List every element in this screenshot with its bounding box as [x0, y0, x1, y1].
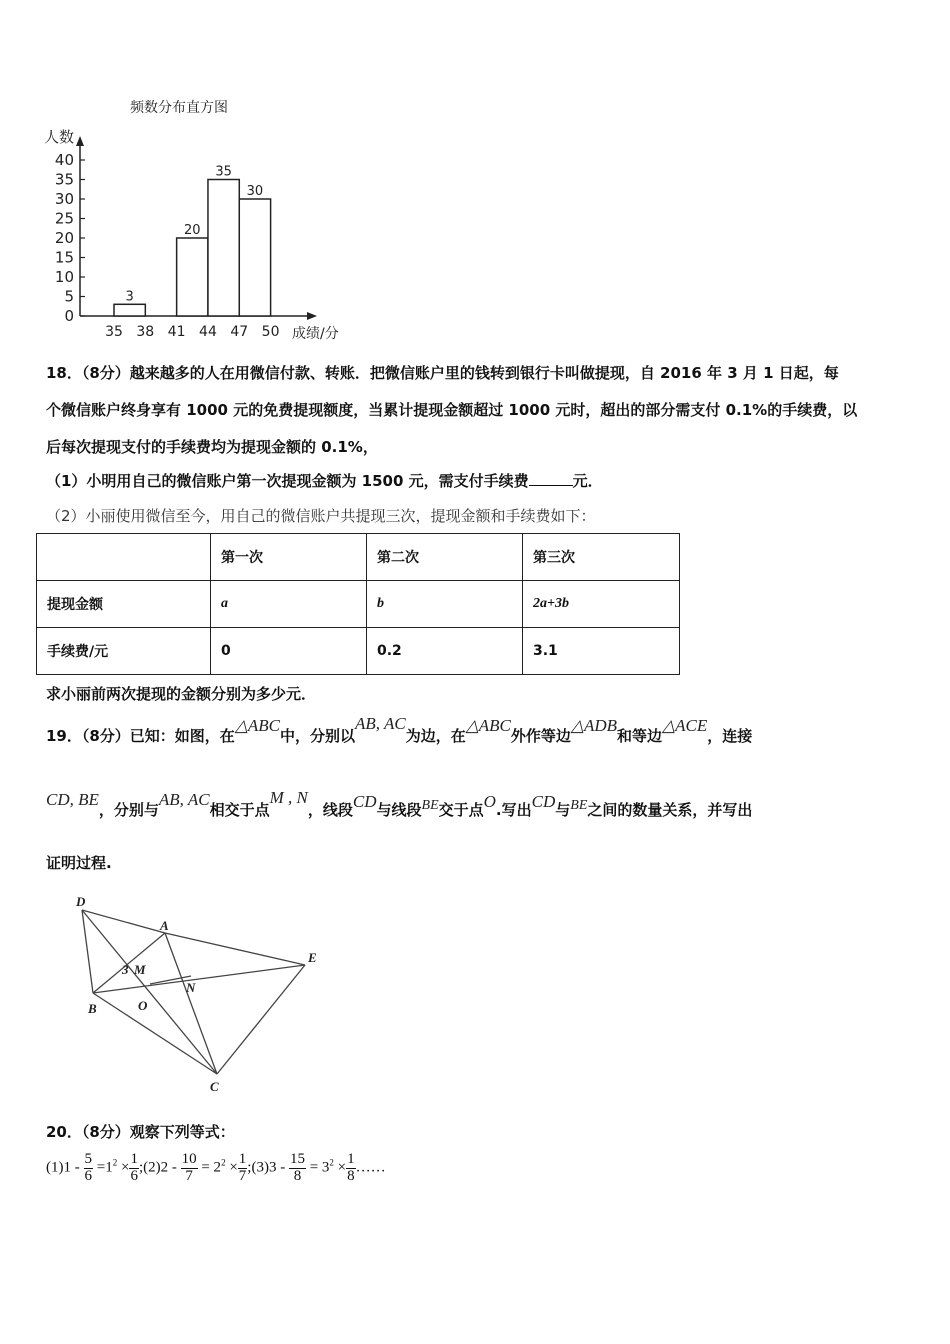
table-header: 第三次 [523, 534, 680, 581]
q19-text: 外作等边 [510, 727, 571, 745]
bar-value-label: 20 [184, 223, 201, 238]
fraction: $\frac{1}{7}$ [238, 1151, 247, 1184]
histogram-bar [208, 180, 239, 317]
math-cd: CD [352, 792, 377, 811]
x-tick-label: 50 [261, 324, 280, 340]
math-triangle-ace: △ACE [662, 716, 708, 735]
table-cell: 2a+3b [523, 581, 680, 628]
y-tick-label: 35 [54, 170, 74, 189]
bar-value-label: 35 [215, 164, 232, 180]
segment-ac [165, 933, 217, 1074]
q18-part-1-text: （1）小明用自己的微信账户第一次提现金额为 1500 元，需支付手续费 [46, 472, 529, 490]
x-tick-label: 47 [230, 324, 249, 340]
point-label-angle: 3 [122, 962, 129, 977]
y-axis-label: 人数 [44, 128, 75, 146]
point-label-e: E [308, 950, 317, 965]
eq-text: (1)1 - [46, 1159, 84, 1176]
q18-line-2: 个微信账户终身享有 1000 元的免费提现额度，当累计提现金额超过 1000 元时，超出的部分需支付 0.1%的手续费，以 [46, 401, 858, 419]
eq-text: …… [355, 1159, 386, 1176]
q19-text: .写出 [495, 801, 532, 819]
withdrawal-table [36, 533, 680, 675]
y-tick-label: 5 [64, 287, 74, 306]
table-header-row [37, 534, 680, 581]
math-ab-ac: AB, AC [355, 714, 406, 733]
segment-bc [93, 993, 217, 1074]
x-axis-label: 成绩/分 [292, 326, 339, 342]
x-tick-label: 41 [167, 324, 186, 340]
math-o: O [483, 792, 496, 811]
geometry-figure [60, 890, 340, 1100]
q19-text: 与线段 [376, 801, 422, 819]
q18-part-1 [46, 470, 603, 491]
table-header: 第一次 [211, 534, 367, 581]
q18-part-2: （2）小丽使用微信至今，用自己的微信账户共提现三次，提现金额和手续费如下： [46, 507, 596, 525]
eq-text: × [225, 1159, 238, 1176]
q19-text: 中，分别以 [280, 727, 356, 745]
y-tick-label: 25 [54, 209, 74, 228]
point-label-o: O [138, 998, 148, 1013]
math-cd: CD [531, 792, 556, 811]
y-tick-label: 0 [64, 307, 74, 325]
q18-line-1: 18．（8分）越来越多的人在用微信付款、转账．把微信账户里的钱转到银行卡叫做提现，自 2016 年 3 月 1 日起，每 [46, 364, 839, 382]
eq-text: ;(3)3 - [247, 1159, 289, 1176]
y-tick-label: 10 [54, 268, 74, 286]
y-tick-label: 40 [54, 151, 74, 169]
bar-value-label: 3 [125, 289, 134, 305]
math-ab-ac: AB, AC [158, 790, 210, 809]
point-label-d: D [76, 894, 86, 909]
fraction: $\frac{1}{6}$ [130, 1151, 138, 1184]
table-cell [37, 534, 211, 581]
table-cell: a [211, 581, 367, 628]
table-row [37, 628, 680, 675]
eq-text: = 2 [197, 1159, 222, 1176]
exponent: 2 [329, 1157, 334, 1168]
table-cell: 0.2 [367, 628, 523, 675]
table-cell: b [367, 581, 523, 628]
fraction: $\frac{10}{7}$ [181, 1151, 197, 1184]
point-label-c: C [210, 1079, 219, 1094]
fraction: $\frac{1}{8}$ [347, 1151, 355, 1184]
q18-question: 求小丽前两次提现的金额分别为多少元． [46, 685, 317, 703]
q19-text: 之间的数量关系，并写出 [587, 801, 753, 819]
exponent: 2 [221, 1157, 226, 1168]
segment-ec [217, 965, 305, 1074]
histogram-bar [239, 199, 270, 316]
eq-text: × [333, 1159, 347, 1176]
table-cell: 0 [211, 628, 367, 675]
y-tick-label: 15 [54, 248, 74, 267]
table-cell: 3.1 [523, 628, 680, 675]
exponent: 2 [112, 1157, 118, 1168]
point-label-n: N [186, 980, 196, 995]
q19-text: ，线段 [307, 801, 353, 819]
point-label-m: M [134, 962, 146, 977]
segment-ae [165, 933, 305, 965]
q19-text: 与 [555, 801, 571, 819]
histogram-bar [177, 238, 208, 316]
q19-text: ，连接 [707, 727, 753, 745]
math-m-n: M , N [269, 788, 308, 807]
eq-text: × [117, 1159, 130, 1176]
fraction: $\frac{5}{6}$ [84, 1151, 92, 1184]
bar-value-label: 30 [246, 184, 264, 199]
point-label-a: A [160, 918, 169, 933]
table-header: 第二次 [367, 534, 523, 581]
table-row [37, 581, 680, 628]
q19-text: 为边，在 [405, 727, 466, 745]
q19-text: ，分别与 [98, 801, 159, 819]
q20-title: 20．（8分）观察下列等式： [46, 1123, 235, 1141]
answer-blank[interactable] [529, 471, 573, 486]
histogram-bar [114, 304, 145, 316]
math-be: BE [421, 798, 439, 813]
x-tick-label: 38 [136, 324, 155, 340]
q19-line-2 [46, 790, 906, 832]
q20-equations [46, 1152, 386, 1185]
histogram-chart [30, 90, 360, 345]
y-tick-label: 30 [54, 190, 74, 208]
math-be: BE [570, 798, 588, 813]
eq-text: = 3 [305, 1159, 330, 1176]
table-row-label: 提现金额 [37, 581, 211, 628]
q19-text: 相交于点 [209, 801, 270, 819]
x-axis-arrow [307, 312, 317, 320]
segment-db [82, 910, 93, 993]
x-tick-label: 44 [199, 324, 217, 340]
math-triangle-adb: △ADB [570, 716, 618, 735]
q19-text: 19．（8分）已知：如图，在 [46, 727, 235, 745]
segment-da [82, 910, 165, 933]
y-tick-label: 20 [54, 229, 74, 247]
q19-text: 和等边 [617, 727, 663, 745]
x-tick-label: 35 [105, 324, 123, 340]
math-triangle-abc: △ABC [234, 716, 280, 735]
math-triangle-abc: △ABC [465, 716, 511, 735]
y-axis-arrow [76, 136, 84, 146]
fraction: $\frac{15}{8}$ [289, 1151, 305, 1184]
q19-line-1 [46, 716, 906, 756]
eq-text: =1 [93, 1159, 113, 1176]
q19-line-3: 证明过程. [46, 854, 112, 872]
segment-ba [93, 933, 165, 993]
point-label-b: B [88, 1001, 97, 1016]
table-row-label: 手续费/元 [37, 628, 211, 675]
math-cd-be: CD, BE [46, 790, 99, 809]
q18-line-3: 后每次提现支付的手续费均为提现金额的 0.1%， [46, 438, 378, 456]
q18-part-1-unit: 元． [572, 472, 603, 490]
q19-text: 交于点 [438, 801, 484, 819]
chart-title: 频数分布直方图 [130, 100, 228, 116]
eq-text: ;(2)2 - [138, 1159, 181, 1176]
